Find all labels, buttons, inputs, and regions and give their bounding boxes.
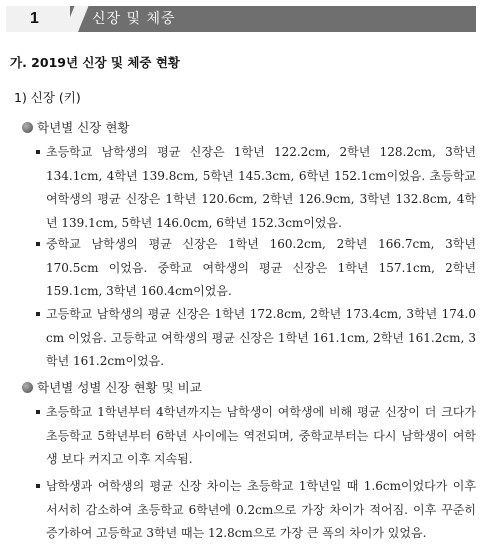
section-title: 신장 및 체중: [92, 11, 176, 27]
square-bullet-icon: [36, 484, 40, 488]
list-item: [36, 401, 476, 472]
list-item-text: 초등학교 1학년부터 4학년까지는 남학생이 여학생에 비해 평균 신장이 더 크다가 초등학교 5학년부터 6학년 사이에는 역전되며, 중학교부터는 다시 남학생이 여학생 보다 커지고 이후 지속됨.: [46, 405, 476, 466]
group-title-text: 학년별 신장 현황: [37, 120, 130, 135]
list-item-text: 중학교 남학생의 평균 신장은 1학년 160.2cm, 2학년 166.7cm, 3학년 170.5cm 이었음. 중학교 여학생의 평균 신장은 1학년 157.1cm, 2학년 159.1cm, 3학년 160.4cm이었음.: [46, 237, 476, 298]
section-number: 1: [6, 6, 70, 32]
list-item: [36, 141, 476, 235]
list-item-text: 고등학교 남학생의 평균 신장은 1학년 172.8cm, 2학년 173.4cm, 3학년 174.0 cm 이었음. 고등학교 여학생의 평균 신장은 1학년 161.1cm, 2학년 161.2cm, 3학년 161.2cm이었음.: [46, 307, 476, 368]
list-item-text: 초등학교 남학생의 평균 신장은 1학년 122.2cm, 2학년 128.2cm, 3학년 134.1cm, 4학년 139.8cm, 5학년 145.3cm, 6학년 152.1cm이었음. 초등학교 여학생의 평균 신장은 1학년 120.6cm, 2학년 126.9cm, 3학년 132.8cm, 4학년 139.1cm, 5학년 146.0cm, 6학년 152.3cm이었음.: [46, 145, 476, 230]
square-bullet-icon: [36, 242, 40, 246]
group-title-height-by-grade: [22, 118, 129, 136]
group-title-height-by-gender: [22, 378, 202, 396]
list-item: [36, 303, 476, 374]
subsection-heading: 1) 신장 (키): [14, 90, 81, 105]
list-item: [36, 233, 476, 304]
round-bullet-icon: [22, 382, 33, 393]
section-header-band: [6, 6, 476, 32]
list-item: [36, 475, 476, 546]
section-heading: 가. 2019년 신장 및 체중 현황: [10, 55, 180, 70]
square-bullet-icon: [36, 312, 40, 316]
list-item-text: 남학생과 여학생의 평균 신장 차이는 초등학교 1학년일 때 1.6cm이었다가 이후 서서히 감소하여 초등학교 6학년에 0.2cm으로 가장 차이가 적어짐. 이후 꾸준히 증가하여 고등학교 3학년 때는 12.8cm으로 가장 큰 폭의 차이가 있었음.: [46, 479, 476, 540]
square-bullet-icon: [36, 150, 40, 154]
square-bullet-icon: [36, 410, 40, 414]
round-bullet-icon: [22, 122, 33, 133]
group-title-text: 학년별 성별 신장 현황 및 비교: [37, 380, 202, 395]
